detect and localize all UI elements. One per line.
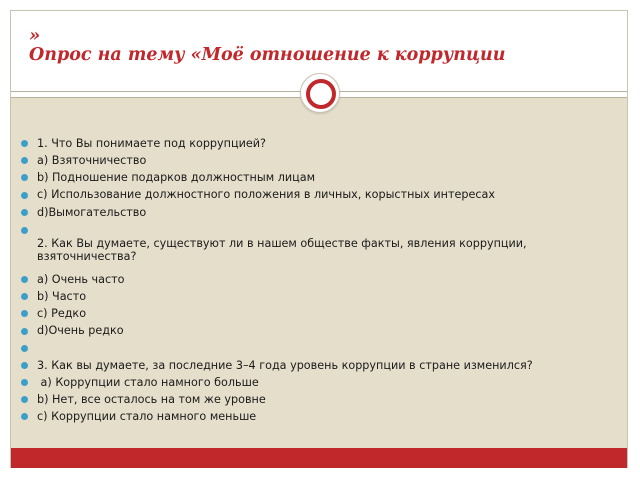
list-item: [11, 204, 627, 221]
decorative-circle-icon: [300, 73, 340, 113]
list-item-text: c) Редко: [37, 307, 87, 321]
list-item: [11, 221, 627, 271]
list-item-text: c) Коррупции стало намного меньше: [37, 410, 257, 424]
bullet-icon: [21, 192, 28, 199]
list-item: [11, 169, 627, 186]
bottom-accent-band: [11, 448, 627, 468]
list-item: [11, 288, 627, 305]
bullet-icon: [21, 379, 28, 386]
list-item: [11, 357, 627, 374]
list-item: [11, 408, 627, 425]
survey-list: [11, 135, 627, 426]
list-item-text: b) Подношение подарков должностным лицам: [37, 171, 316, 185]
bullet-icon: [21, 345, 28, 352]
list-item-text: c) Использование должностного положения в личных, корыстных интересах: [37, 188, 496, 202]
list-item-text: 2. Как Вы думаете, существуют ли в нашем обществе факты, явления коррупции, взяточничества?: [37, 236, 527, 264]
list-item: [11, 135, 627, 152]
bullet-icon: [21, 227, 28, 234]
list-item-text: d)Очень редко: [37, 324, 124, 338]
list-item: [11, 187, 627, 204]
list-item-text: a) Очень часто: [37, 272, 125, 286]
list-item: [11, 340, 627, 357]
list-item: [11, 271, 627, 288]
slide-frame: [10, 10, 628, 468]
bullet-icon: [21, 140, 28, 147]
list-item: [11, 323, 627, 340]
bullet-icon: [21, 293, 28, 300]
list-item-text: a) Взяточничество: [37, 153, 147, 167]
list-item: [11, 374, 627, 391]
list-item-text: 3. Как вы думаете, за последние 3–4 года уровень коррупции в стране изменился?: [37, 358, 533, 372]
decorative-ring: [306, 79, 336, 109]
list-item: [11, 391, 627, 408]
bullet-icon: [21, 396, 28, 403]
list-item-text: b) Нет, все осталось на том же уровне: [37, 393, 266, 407]
bullet-icon: [21, 276, 28, 283]
list-item: [11, 152, 627, 169]
bullet-icon: [21, 310, 28, 317]
list-item-text: d)Вымогательство: [37, 205, 147, 219]
list-item-text: a) Коррупции стало намного больше: [37, 375, 259, 389]
bullet-icon: [21, 413, 28, 420]
bullet-icon: [21, 174, 28, 181]
bullet-icon: [21, 157, 28, 164]
list-item-text: b) Часто: [37, 289, 87, 303]
list-item: [11, 305, 627, 322]
bullet-icon: [21, 362, 28, 369]
list-item-text: 1. Что Вы понимаете под коррупцией?: [37, 136, 266, 150]
slide-title: Опрос на тему «Моё отношение к коррупции: [29, 45, 506, 65]
bullet-icon: [21, 209, 28, 216]
bullet-icon: [21, 328, 28, 335]
title-quote-mark: »: [29, 25, 41, 46]
